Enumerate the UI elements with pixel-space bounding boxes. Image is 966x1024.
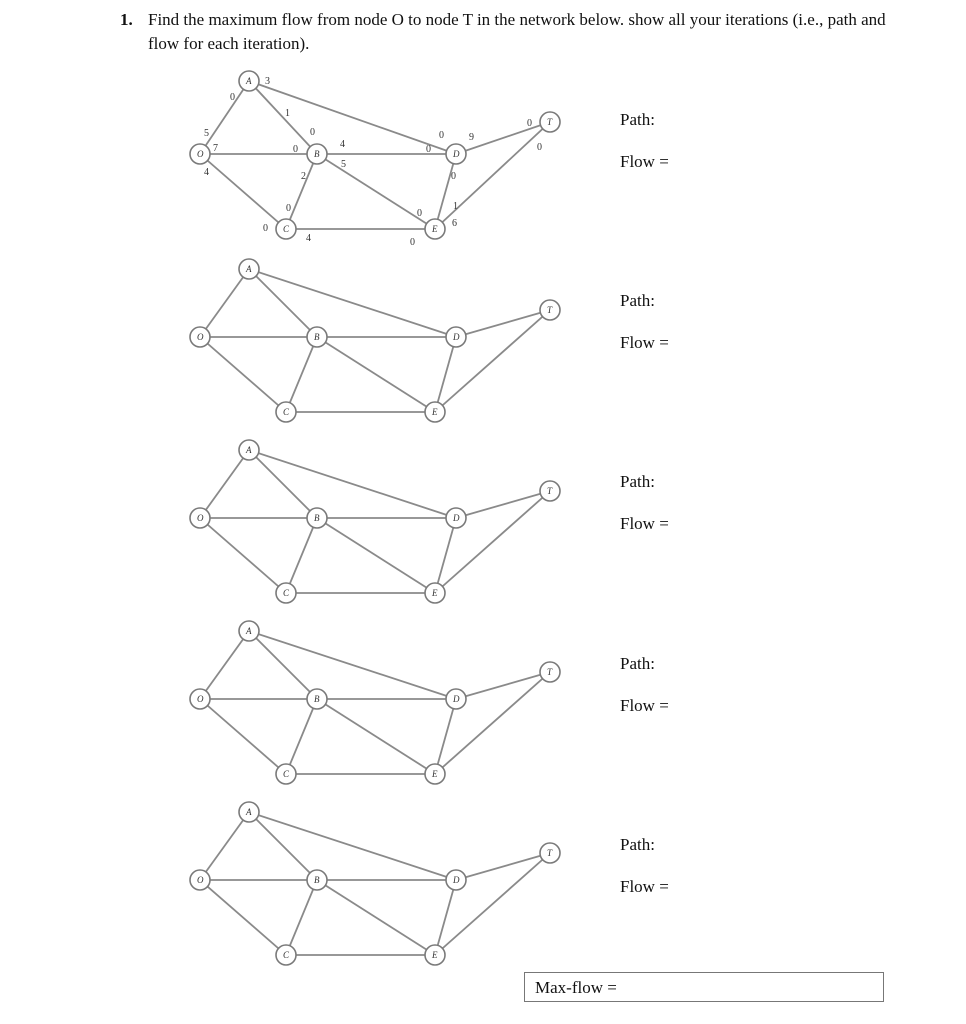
edge-A-D xyxy=(249,450,456,518)
node-label-E: E xyxy=(432,950,438,960)
path-label: Path: xyxy=(620,472,655,491)
edge-A-D xyxy=(249,812,456,880)
capacity-DT-at-T: 0 xyxy=(527,118,532,129)
network-graph-blank-4 xyxy=(180,609,580,791)
network-graph-blank-3 xyxy=(180,428,580,610)
capacity-BC-at-B: 2 xyxy=(301,171,306,182)
node-label-B: B xyxy=(314,694,320,704)
capacity-AB-at-B: 0 xyxy=(310,127,315,138)
flow-label: Flow = xyxy=(620,333,669,352)
edge-B-C xyxy=(286,518,317,593)
capacity-AB-at-A: 1 xyxy=(285,108,290,119)
edge-O-A xyxy=(200,81,249,154)
edge-A-D xyxy=(249,269,456,337)
edge-B-E xyxy=(317,699,435,774)
capacity-OC-at-O: 4 xyxy=(204,167,209,178)
node-label-A: A xyxy=(246,264,252,274)
question-text: Find the maximum flow from node O to node T in the network below. show all your iterations (i.e., path and flow for each iteration). xyxy=(148,10,886,53)
flow-label: Flow = xyxy=(620,514,669,533)
edge-E-T xyxy=(435,672,550,774)
node-label-C: C xyxy=(283,769,290,779)
edge-A-B xyxy=(249,812,317,880)
max-flow-box[interactable] xyxy=(524,972,884,1002)
node-label-E: E xyxy=(432,407,438,417)
edge-E-D xyxy=(435,337,456,412)
edge-E-D xyxy=(435,518,456,593)
node-label-B: B xyxy=(314,513,320,523)
node-label-O: O xyxy=(197,875,204,885)
edge-A-B xyxy=(249,631,317,699)
capacity-CE-at-E: 0 xyxy=(410,237,415,246)
edge-E-T xyxy=(435,853,550,955)
network-graph-blank-5 xyxy=(180,790,580,972)
node-label-E: E xyxy=(432,769,438,779)
capacity-BD-at-D: 0 xyxy=(426,144,431,155)
edge-A-D xyxy=(249,81,456,154)
edge-E-T xyxy=(435,491,550,593)
capacity-ET-at-T: 0 xyxy=(537,142,542,153)
capacity-ED-at-E: 1 xyxy=(453,201,458,212)
node-label-E: E xyxy=(432,224,438,234)
path-label: Path: xyxy=(620,110,655,129)
path-label: Path: xyxy=(620,835,655,854)
node-label-A: A xyxy=(246,626,252,636)
edge-O-C xyxy=(200,518,286,593)
capacity-BC-at-C: 0 xyxy=(286,203,291,214)
edge-E-D xyxy=(435,699,456,774)
node-label-D: D xyxy=(453,332,460,342)
node-label-D: D xyxy=(453,694,460,704)
node-label-O: O xyxy=(197,694,204,704)
capacity-AD-at-D: 0 xyxy=(439,130,444,141)
edge-O-A xyxy=(200,631,249,699)
capacity-OB-at-B: 0 xyxy=(293,144,298,155)
edge-O-C xyxy=(200,699,286,774)
max-flow-label: Max-flow = xyxy=(535,978,617,997)
edge-E-D xyxy=(435,880,456,955)
capacity-OB-at-O: 7 xyxy=(213,143,218,154)
node-label-C: C xyxy=(283,950,290,960)
node-label-B: B xyxy=(314,875,320,885)
capacity-OA-at-A: 0 xyxy=(230,92,235,103)
edge-O-A xyxy=(200,450,249,518)
node-label-D: D xyxy=(453,875,460,885)
edge-A-B xyxy=(249,269,317,337)
capacity-BE-at-E: 0 xyxy=(417,208,422,219)
node-label-A: A xyxy=(246,76,252,86)
node-label-C: C xyxy=(283,588,290,598)
edge-B-C xyxy=(286,154,317,229)
capacity-CE-at-C: 4 xyxy=(306,233,311,244)
node-label-T: T xyxy=(547,117,553,127)
node-label-T: T xyxy=(547,305,553,315)
node-label-O: O xyxy=(197,513,204,523)
node-label-C: C xyxy=(283,224,290,234)
edge-E-T xyxy=(435,310,550,412)
flow-label: Flow = xyxy=(620,152,669,171)
edge-B-C xyxy=(286,337,317,412)
edge-O-A xyxy=(200,269,249,337)
node-label-E: E xyxy=(432,588,438,598)
edge-A-B xyxy=(249,450,317,518)
node-label-A: A xyxy=(246,807,252,817)
edge-A-D xyxy=(249,631,456,699)
capacity-ET-at-E: 6 xyxy=(452,218,457,229)
edge-O-A xyxy=(200,812,249,880)
node-label-D: D xyxy=(453,513,460,523)
path-label: Path: xyxy=(620,291,655,310)
node-label-T: T xyxy=(547,486,553,496)
capacity-BE-at-B: 5 xyxy=(341,159,346,170)
node-label-B: B xyxy=(314,332,320,342)
edge-O-C xyxy=(200,880,286,955)
node-label-O: O xyxy=(197,332,204,342)
edge-O-C xyxy=(200,154,286,229)
flow-label: Flow = xyxy=(620,877,669,896)
node-label-A: A xyxy=(246,445,252,455)
node-label-C: C xyxy=(283,407,290,417)
edge-B-C xyxy=(286,880,317,955)
node-label-O: O xyxy=(197,149,204,159)
edge-B-E xyxy=(317,880,435,955)
node-label-T: T xyxy=(547,848,553,858)
capacity-ED-at-D: 0 xyxy=(451,171,456,182)
edge-O-C xyxy=(200,337,286,412)
network-graph-with-capacities xyxy=(180,64,580,246)
path-label: Path: xyxy=(620,654,655,673)
edge-B-E xyxy=(317,337,435,412)
capacity-BD-at-B: 4 xyxy=(340,139,345,150)
network-graph-blank-2 xyxy=(180,247,580,429)
node-label-T: T xyxy=(547,667,553,677)
node-label-D: D xyxy=(453,149,460,159)
edge-B-E xyxy=(317,518,435,593)
node-label-B: B xyxy=(314,149,320,159)
capacity-DT-at-D: 9 xyxy=(469,132,474,143)
capacity-OA-at-O: 5 xyxy=(204,128,209,139)
flow-label: Flow = xyxy=(620,696,669,715)
edge-B-C xyxy=(286,699,317,774)
capacity-AD-at-A: 3 xyxy=(265,76,270,87)
capacity-OC-at-C: 0 xyxy=(263,223,268,234)
edge-A-B xyxy=(249,81,317,154)
question-number: 1. xyxy=(120,10,133,29)
